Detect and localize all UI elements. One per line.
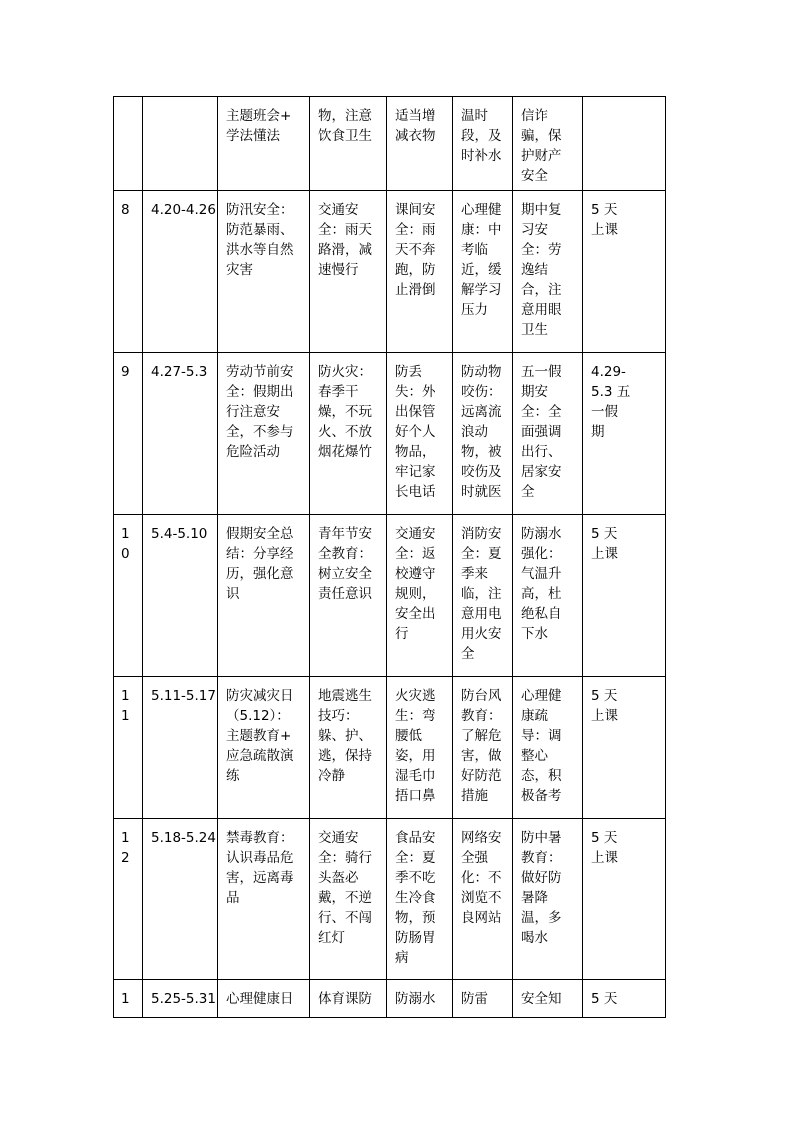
cell-note: 5 天 上课 xyxy=(583,819,666,980)
table-row xyxy=(114,980,666,1018)
cell-c4: 心理健 康：中 考临 近，缓 解学习 压力 xyxy=(453,191,513,353)
cell-c3: 课间安 全：雨 天不奔 跑，防 止滑倒 xyxy=(387,191,453,353)
cell-c4: 防雷 xyxy=(453,980,513,1018)
table-row xyxy=(114,191,666,353)
cell-c4: 温时 段，及 时补水 xyxy=(453,97,513,191)
cell-c5: 防中暑 教育： 做好防 暑降 温，多 喝水 xyxy=(513,819,583,980)
cell-note: 5 天 上课 xyxy=(583,515,666,677)
cell-c3: 火灾逃 生：弯 腰低 姿，用 湿毛巾 捂口鼻 xyxy=(387,677,453,819)
cell-c5: 五一假 期安 全：全 面强调 出行、 居家安 全 xyxy=(513,353,583,515)
cell-week xyxy=(114,97,143,191)
cell-c5: 期中复 习安 全：劳 逸结 合，注 意用眼 卫生 xyxy=(513,191,583,353)
cell-c1: 防汛安全： 防范暴雨、 洪水等自然 灾害 xyxy=(218,191,310,353)
table-row xyxy=(114,353,666,515)
cell-c2: 物，注意 饮食卫生 xyxy=(310,97,387,191)
cell-note: 5 天 xyxy=(583,980,666,1018)
cell-dates: 5.4-5.10 xyxy=(143,515,218,677)
table-row xyxy=(114,819,666,980)
cell-c2: 交通安 全：骑行 头盔必 戴，不逆 行、不闯 红灯 xyxy=(310,819,387,980)
cell-c2: 防火灾： 春季干 燥，不玩 火、不放 烟花爆竹 xyxy=(310,353,387,515)
cell-week: 1 xyxy=(114,980,143,1018)
table-row xyxy=(114,677,666,819)
cell-c3: 交通安 全：返 校遵守 规则， 安全出 行 xyxy=(387,515,453,677)
cell-c3: 防丢 失：外 出保管 好个人 物品， 牢记家 长电话 xyxy=(387,353,453,515)
cell-dates xyxy=(143,97,218,191)
cell-c2: 地震逃生 技巧： 躲、护、 逃，保持 冷静 xyxy=(310,677,387,819)
cell-c5: 安全知 xyxy=(513,980,583,1018)
cell-c4: 网络安 全强 化：不 浏览不 良网站 xyxy=(453,819,513,980)
cell-note xyxy=(583,97,666,191)
cell-week: 8 xyxy=(114,191,143,353)
cell-c3: 食品安 全：夏 季不吃 生冷食 物，预 防肠胃 病 xyxy=(387,819,453,980)
cell-week: 1 0 xyxy=(114,515,143,677)
cell-c3: 适当增 减衣物 xyxy=(387,97,453,191)
cell-dates: 5.11-5.17 xyxy=(143,677,218,819)
cell-c1: 防灾减灾日 （5.12）： 主题教育+ 应急疏散演 练 xyxy=(218,677,310,819)
cell-dates: 5.25-5.31 xyxy=(143,980,218,1018)
cell-c1: 禁毒教育： 认识毒品危 害，远离毒 品 xyxy=(218,819,310,980)
cell-c2: 体育课防 xyxy=(310,980,387,1018)
cell-c1: 心理健康日 xyxy=(218,980,310,1018)
cell-week: 1 1 xyxy=(114,677,143,819)
table-row xyxy=(114,515,666,677)
table-row xyxy=(114,97,666,191)
cell-week: 1 2 xyxy=(114,819,143,980)
cell-c4: 消防安 全：夏 季来 临，注 意用电 用火安 全 xyxy=(453,515,513,677)
cell-c1: 主题班会+ 学法懂法 xyxy=(218,97,310,191)
cell-week: 9 xyxy=(114,353,143,515)
cell-note: 5 天 上课 xyxy=(583,677,666,819)
cell-note: 5 天 上课 xyxy=(583,191,666,353)
cell-c4: 防动物 咬伤： 远离流 浪动 物，被 咬伤及 时就医 xyxy=(453,353,513,515)
cell-c5: 信诈 骗，保 护财产 安全 xyxy=(513,97,583,191)
cell-c5: 心理健 康疏 导：调 整心 态，积 极备考 xyxy=(513,677,583,819)
cell-dates: 5.18-5.24 xyxy=(143,819,218,980)
cell-c5: 防溺水 强化： 气温升 高，杜 绝私自 下水 xyxy=(513,515,583,677)
cell-dates: 4.20-4.26 xyxy=(143,191,218,353)
safety-schedule-table xyxy=(113,96,666,1018)
cell-c2: 青年节安 全教育： 树立安全 责任意识 xyxy=(310,515,387,677)
cell-c3: 防溺水 xyxy=(387,980,453,1018)
cell-dates: 4.27-5.3 xyxy=(143,353,218,515)
cell-c4: 防台风 教育： 了解危 害，做 好防范 措施 xyxy=(453,677,513,819)
cell-c2: 交通安 全：雨天 路滑，减 速慢行 xyxy=(310,191,387,353)
cell-c1: 假期安全总 结：分享经 历，强化意 识 xyxy=(218,515,310,677)
cell-note: 4.29- 5.3 五 一假 期 xyxy=(583,353,666,515)
cell-c1: 劳动节前安 全：假期出 行注意安 全，不参与 危险活动 xyxy=(218,353,310,515)
